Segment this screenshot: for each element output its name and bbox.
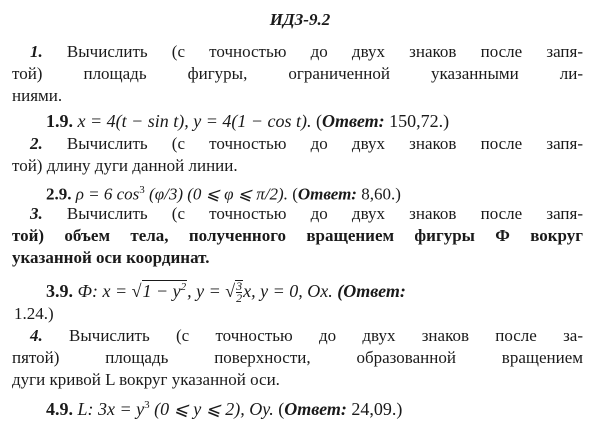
problem-2-9-answer-label: Ответ: — [297, 184, 357, 204]
problem-2-9-label: 2.9. — [46, 184, 72, 204]
task1-number: 1. — [30, 42, 43, 61]
task4-line2: пятой) площадь поверхности, образованной вращением — [12, 348, 583, 367]
problem-3-9-answer-value: 1.24.) — [14, 304, 54, 323]
problem-3-9-part-c: y = 0, Ox. — [255, 281, 333, 301]
task4-text-1: Вычислить (с точностью до двух знаков после за- — [69, 326, 584, 345]
task2-number: 2. — [30, 134, 43, 153]
problem-3-9-part-a: Ф: x = — [77, 281, 128, 301]
problem-4-9-formula-a: L: 3x = y — [77, 399, 145, 419]
task3-line1 — [30, 204, 583, 224]
problem-3-9-radicand-a-exp: 2 — [180, 281, 187, 293]
task3-line3: указанной оси координат. — [12, 248, 210, 267]
task1-line3: ниями. — [12, 86, 63, 105]
problem-3-9-answer-label: (Ответ: — [337, 281, 406, 301]
task1-line2: той) площадь фигуры, ограниченной указанными ли- — [12, 64, 583, 83]
problem-4-9-formula-b: (0 ⩽ y ⩽ 2), Oy. — [149, 399, 274, 419]
task2-line2: той) длину дуги данной линии. — [12, 156, 238, 175]
fraction — [236, 281, 242, 304]
task2-line1 — [30, 134, 583, 154]
problem-1-9-answer-label: Ответ: — [322, 111, 385, 131]
problem-4-9: 4.9. L: $3x = y^3$ (0 ⩽ y ⩽ 2), Oy. (Ответ: 24,09.) — [46, 399, 403, 419]
task3-number: 3. — [30, 204, 43, 223]
problem-4-9-answer-label: Ответ: — [284, 399, 347, 419]
problem-4-9-exponent: 3 — [144, 399, 150, 411]
task3-text-1: Вычислить (с точностью до двух знаков после запя- — [66, 204, 583, 223]
problem-1-9-formula: x = 4(t − sin t), y = 4(1 − cos t). — [77, 111, 312, 131]
problem-2-9-formula-a: ρ = 6 cos — [75, 184, 140, 204]
problem-3-9-part-b: , y = — [187, 281, 221, 301]
problem-4-9-answer-value: 24,09.) — [351, 399, 403, 419]
problem-3-9-label: 3.9. — [46, 281, 73, 301]
problem-4-9-label: 4.9. — [46, 399, 73, 419]
sqrt-b: √ $\frac{3}{2}$ — [225, 279, 243, 306]
task2-text-1: Вычислить (с точностью до двух знаков после запя- — [66, 134, 583, 153]
sqrt-a: $√1 - y^2$ — [131, 281, 187, 301]
fraction-denominator: 2 — [236, 291, 243, 306]
problem-1-9-label: 1.9. — [46, 111, 73, 131]
task1-line1 — [30, 42, 583, 62]
task3-line2: той) объем тела, полученного вращением фигуры Ф вокруг — [12, 226, 583, 245]
problem-2-9-answer-value: 8,60.) — [361, 184, 401, 204]
task4-line3: дуги кривой L вокруг указанной оси. — [12, 370, 280, 389]
problem-3-9-radicand-a: 1 − y — [142, 281, 181, 301]
task4-line1 — [30, 326, 583, 346]
problem-1-9: 1.9. x = 4(t − sin t), y = 4(1 − cos t). (Ответ: 150,72.) — [46, 111, 450, 131]
problem-3-9 — [46, 270, 406, 308]
task1-text-1: Вычислить (с точностью до двух знаков после запя- — [66, 42, 583, 61]
document-title: ИДЗ-9.2 — [269, 10, 331, 29]
task4-number: 4. — [30, 326, 43, 345]
problem-2-9-formula-b: (φ/3) (0 ⩽ φ ⩽ π/2). — [144, 184, 288, 204]
problem-2-9: 2.9. ρ = 6 $\cos^3 (\varphi/3)$ (0 ⩽ φ ⩽ π/2). (Ответ: 8,60.) — [46, 184, 401, 204]
problem-1-9-answer-value: 150,72.) — [389, 111, 450, 131]
problem-3-9-tail: x, — [243, 281, 256, 301]
fraction-numerator: 3 — [236, 279, 243, 294]
problem-2-9-exponent: 3 — [139, 184, 145, 196]
